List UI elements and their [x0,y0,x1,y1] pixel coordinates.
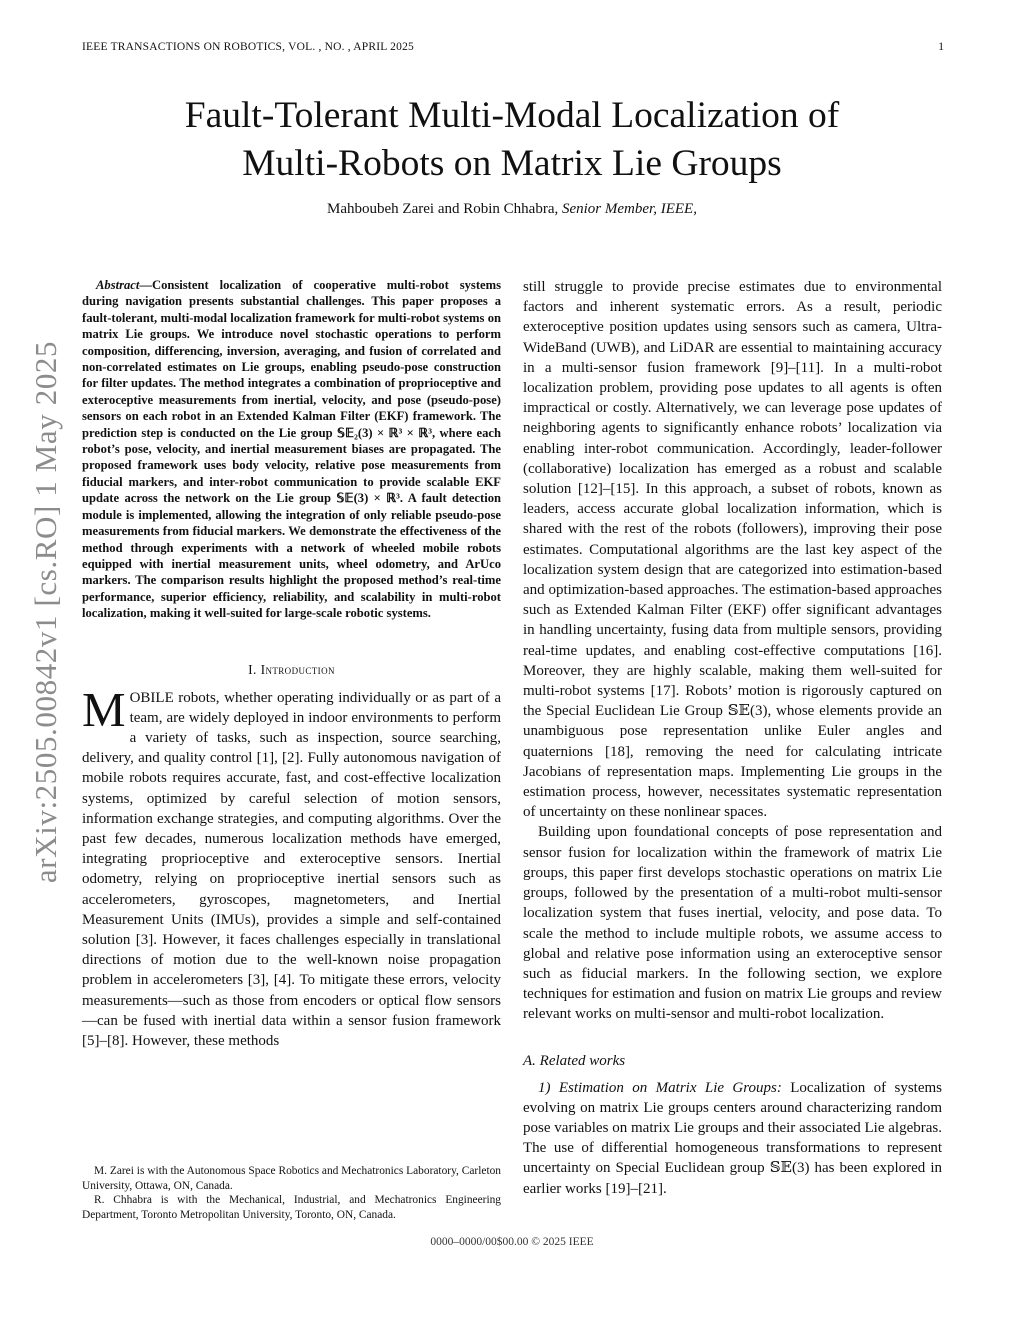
footnote-1: M. Zarei is with the Autonomous Space Robotics and Mechatronics Laboratory, Carleton University, Ottawa, ON, Canada. [82,1165,501,1192]
left-column [82,277,501,1051]
author-line [100,201,924,218]
title-line-1: Fault-Tolerant Multi-Modal Localization of [184,95,840,136]
journal-header: IEEE TRANSACTIONS ON ROBOTICS, VOL. , NO. , APRIL 2025 [82,41,414,53]
footnotes [82,1164,501,1222]
arxiv-identifier[interactable]: arXiv:2505.00842v1 [cs.RO] 1 May 2025 [28,340,63,884]
paper-title [100,92,924,188]
related-paragraph-1-text: Localization of systems evolving on matrix Lie groups centers around characterizing random pose variables on matrix Lie groups and their associated Lie algebras. The use of differential homogeneous transformations to represent uncertainty on Special Euclidean group 𝕊𝔼(3) has been explored in earlier works [19]–[21]. [523,1079,943,1197]
related-paragraph-1 [523,1078,942,1199]
intro-paragraph-2: Building upon foundational concepts of pose representation and sensor fusion for localization within the framework of matrix Lie groups, this paper first develops stochastic operations on matrix Lie groups, followed by the presentation of a multi-robot multi-sensor localization system that fuses inertial, velocity, and pose data. To scale the method to include multiple robots, we assume access to global and relative pose information using an exteroceptive sensor such as fiducial markers. In the following section, we explore techniques for estimation and fusion on matrix Lie groups and review relevant works on multi-sensor and multi-robot localization. [523,824,942,1023]
section-numeral: I. [248,661,257,677]
intro-paragraph-1-text: OBILE robots, whether operating individually or as part of a team, are widely deployed in indoor environments to perform a variety of tasks, such as inspection, source searching, delivery, and quality control [1], [2]. Fully autonomous navigation of mobile robots requires accurate, fast, and cost-effective localization systems, optimized by careful selection of motion sensors, information exchange strategies, and computing algorithms. Over the past few decades, numerous localization methods have emerged, integrating proprioceptive and exteroceptive sensors. Inertial odometry, relying on proprioceptive inertial sensors such as accelerometers, gyroscopes, magnetometers, and Inertial Measurement Units (IMUs), provides a simple and self-contained solution [3]. However, it faces challenges especially in translational directions of motion due to the well-known noise propagation problem in accelerometers [3], [4]. To mitigate these errors, velocity measurements—such as those from encoders or optical flow sensors—can be fused with inertial data within a sensor fusion framework [5]–[8]. However, these methods [82,689,501,1049]
section-heading-introduction [82,662,501,678]
intro-paragraph-1 [82,681,501,1052]
abstract [82,277,501,622]
section-title: Introduction [260,661,335,677]
subsection-heading-related-works: A. Related works [523,1052,626,1069]
page-number: 1 [938,41,944,53]
copyright-code: 0000–0000/00$00.00 © 2025 IEEE [430,1236,594,1248]
title-line-2: Multi-Robots on Matrix Lie Groups [242,143,782,184]
abstract-text: —Consistent localization of cooperative multi-robot systems during navigation presents substantial challenges. This paper proposes a fault-tolerant, multi-modal localization framework for multi-robot systems on matrix Lie groups. We introduce novel stochastic operations to perform composition, differencing, inversion, averaging, and fusion of correlated and non-correlated estimates on Lie groups, enabling pseudo-pose construction for filter updates. The method integrates a combination of proprioceptive and exteroceptive measurements from inertial, velocity, and pose (pseudo-pose) sensors on each robot in an Extended Kalman Filter (EKF) framework. The prediction step is conducted on the Lie group 𝕊𝔼₂(3) × ℝ³ × ℝ³, where each robot’s pose, velocity, and inertial measurement biases are propagated. The proposed framework uses body velocity, relative pose measurements from fiducial markers, and inter-robot communication to provide scalable EKF update across the network on the Lie group 𝕊𝔼(3) × ℝ³. A fault detection module is implemented, allowing the integration of only reliable pseudo-pose measurements from fiducial markers. We demonstrate the effectiveness of the method through experiments with a network of wheeled mobile robots equipped with inertial measurement units, wheel odometry, and ArUco markers. The comparison results highlight the proposed method’s real-time performance, superior efficiency, reliability, and scalability in multi-robot localization, making it well-suited for large-scale robotic systems. [82,278,501,621]
right-column [523,277,942,1199]
author-names: Mahboubeh Zarei and Robin Chhabra, [327,201,559,217]
intro-paragraph-1-continued: still struggle to provide precise estimates due to environmental factors and inherent systematic errors. As a result, periodic exteroceptive position updates using sensors such as camera, Ultra-WideBand (UWB), and LiDAR are essential to maintaining accuracy in a multi-sensor fusion framework [9]–[11]. In a multi-robot localization problem, providing pose updates to all agents is often impractical or costly. Alternatively, we can leverage pose updates of neighboring agents to significantly enhance robots’ localization via enabling inter-robot communication. Accordingly, leader-follower (collaborative) localization has emerged as a robust and scalable solution [12]–[15]. In this approach, a subset of robots, known as leaders, access accurate global localization information, which is shared with the rest of the robots (followers), improving their pose estimates. Computational algorithms are the last key aspect of the localization system design that are categorized into estimation-based and optimization-based approaches. The estimation-based approaches such as Extended Kalman Filter (EKF) offer significant advantages in handling uncertainty, fusing data from multiple sensors, providing real-time updates, and enabling cost-effective computations [16]. Moreover, they are highly scalable, making them well-suited for multi-robot systems [17]. Robots’ motion is rigorously captured on the Special Euclidean Lie Group 𝕊𝔼(3), whose elements provide an unambiguous pose representation unlike Euler angles and quaternions [18], removing the need for calculating intricate Jacobians of representation maps. Implementing Lie groups in the estimation process, however, necessitates systematic representation of uncertainty on these nonlinear spaces. [523,279,942,821]
subsubsection-title: 1) Estimation on Matrix Lie Groups: [538,1079,782,1096]
abstract-label: Abstract [96,278,140,292]
author-membership: Senior Member, IEEE, [561,201,697,217]
footnote-2: R. Chhabra is with the Mechanical, Industrial, and Mechatronics Engineering Department, Toronto Metropolitan University, Toronto, ON, Canada. [82,1194,501,1221]
drop-cap: M [82,681,126,737]
